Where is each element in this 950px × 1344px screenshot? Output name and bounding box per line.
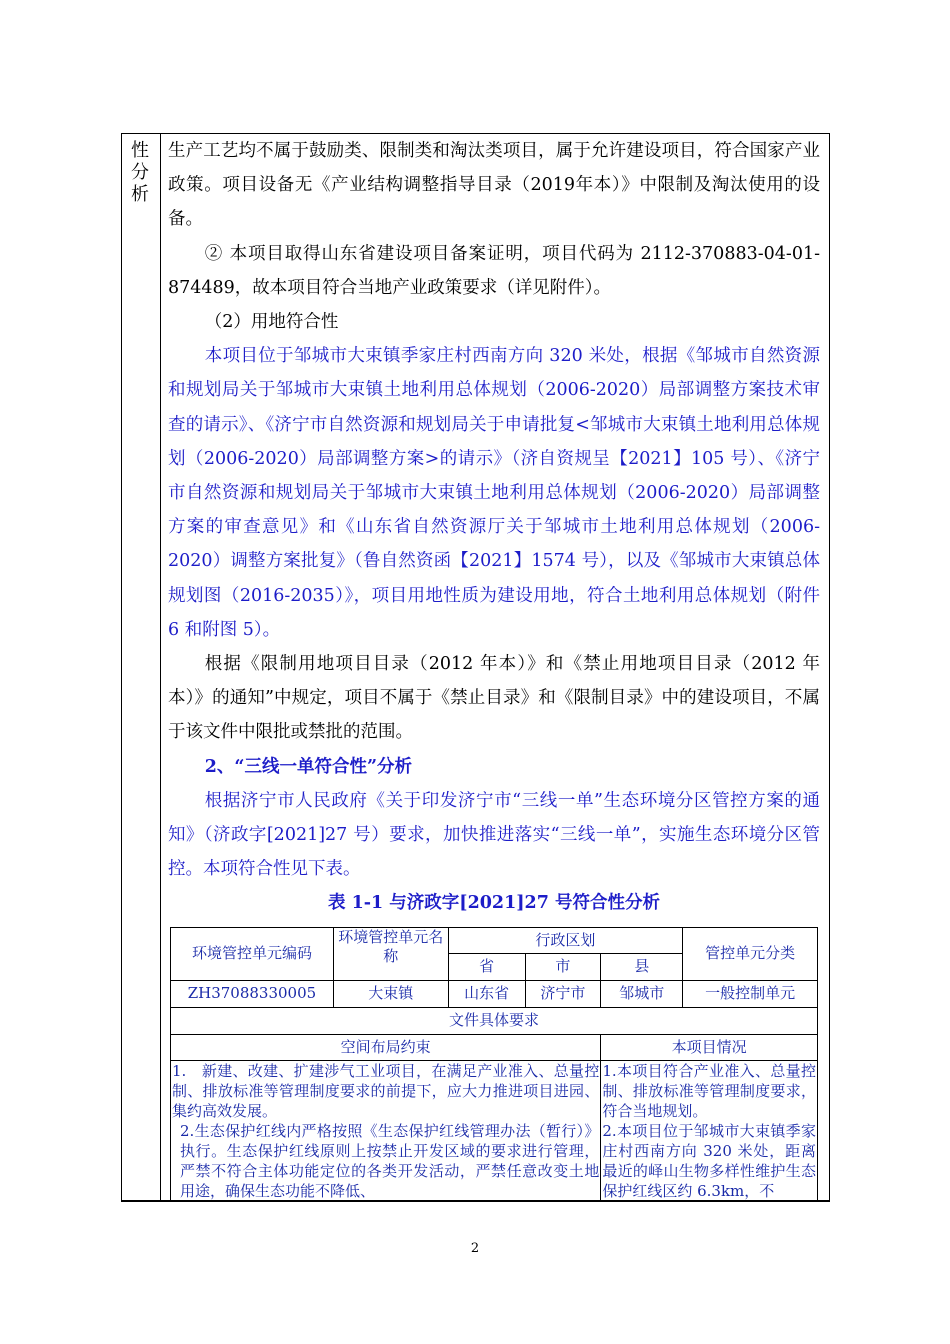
doc-requirements-header: 文件具体要求 <box>171 1007 818 1034</box>
constraint-item: 2.生态保护红线内严格按照《生态保护红线管理办法（暂行）》执行。生态保护红线原则上按禁止开发区域的要求进行管理，严禁不符合主体功能定位的各类开发活动，严禁任意改变土地用途，确保生态功能不降低、 <box>180 1121 600 1200</box>
cell-city: 济宁市 <box>525 980 601 1007</box>
header-category: 管控单元分类 <box>683 927 818 980</box>
label-column <box>122 134 161 1200</box>
header-county: 县 <box>601 953 683 980</box>
status-item: 1.本项目符合产业准入、总量控制、排放标准等管理制度要求，符合当地规划。 <box>602 1061 816 1120</box>
side-label: 性分析 <box>131 140 149 205</box>
paragraph: 根据《限制用地项目目录（2012 年本）》和《禁止用地项目目录（2012 年本）》的通知”中规定，项目不属于《禁止目录》和《限制目录》中的建设项目，不属于该文件中限批或禁批的范围。 <box>168 654 820 743</box>
table-caption: 表 1-1 与济政字[2021]27 号符合性分析 <box>327 893 660 914</box>
status-item: 2.本项目位于邹城市大束镇季家庄村西南方向 320 米处，距离最近的峄山生物多样性维护生态保护红线区约 6.3km，不 <box>602 1121 816 1200</box>
paragraph-heading: （2）用地符合性 <box>204 312 339 333</box>
project-status-header: 本项目情况 <box>601 1034 818 1060</box>
section-heading: 2、“三线一单符合性”分析 <box>204 756 413 777</box>
page-number: 2 <box>470 1241 480 1256</box>
content-cell <box>168 134 820 1202</box>
cell-category: 一般控制单元 <box>683 980 818 1007</box>
project-status-text <box>601 1060 818 1201</box>
header-name: 环境管控单元名称 <box>333 927 448 980</box>
header-province: 省 <box>448 953 525 980</box>
cell-province: 山东省 <box>448 980 525 1007</box>
compliance-table <box>170 927 818 1202</box>
spatial-constraint-text <box>171 1060 601 1201</box>
spatial-constraint-header: 空间布局约束 <box>171 1034 601 1060</box>
cell-name: 大束镇 <box>333 980 448 1007</box>
paragraph: 生产工艺均不属于鼓励类、限制类和淘汰类项目，属于允许建设项目，符合国家产业政策。项目设备无《产业结构调整指导目录（2019年本）》中限制及淘汰使用的设备。 <box>168 141 820 230</box>
cell-county: 邹城市 <box>601 980 683 1007</box>
paragraph: 根据济宁市人民政府《关于印发济宁市“三线一单”生态环境分区管控方案的通知》（济政字[2021]27 号）要求，加快推进落实“三线一单”，实施生态环境分区管控。本项符合性见下表。 <box>168 790 820 880</box>
analysis-table-frame <box>121 133 830 1202</box>
cell-code: ZH37088330005 <box>171 980 334 1007</box>
paragraph: ② 本项目取得山东省建设项目备案证明，项目代码为 2112-370883-04-01-874489，故本项目符合当地产业政策要求（详见附件）。 <box>168 243 820 298</box>
header-city: 市 <box>525 953 601 980</box>
constraint-item: 1. 新建、改建、扩建涉气工业项目，在满足产业准入、总量控制、排放标准等管理制度要求的前提下，应大力推进项目进园、集约高效发展。 <box>172 1061 600 1120</box>
paragraph: 本项目位于邹城市大束镇季家庄村西南方向 320 米处，根据《邹城市自然资源和规划局关于邹城市大束镇土地利用总体规划（2006-2020）局部调整方案技术审查的请示》、《济宁市自然资源和规划局关于申请批复<邹城市大束镇土地利用总体规划（2006-2020）局部调整方案>的请示》（济自资规呈【2021】105 号）、《济宁市自然资源和规划局关于邹城市大束镇土地利用总体规划（2006-2020）局部调整方案的审查意见》和《山东省自然资源厅关于邹城市土地利用总体规划（2006-2020）调整方案批复》（鲁自然资函【2021】1574 号），以及《邹城市大束镇总体规划图（2016-2035）》，项目用地性质为建设用地，符合土地利用总体规划（附件 6 和附图 5）。 <box>168 346 820 640</box>
header-code: 环境管控单元编码 <box>171 927 334 980</box>
header-admin: 行政区划 <box>448 927 683 953</box>
